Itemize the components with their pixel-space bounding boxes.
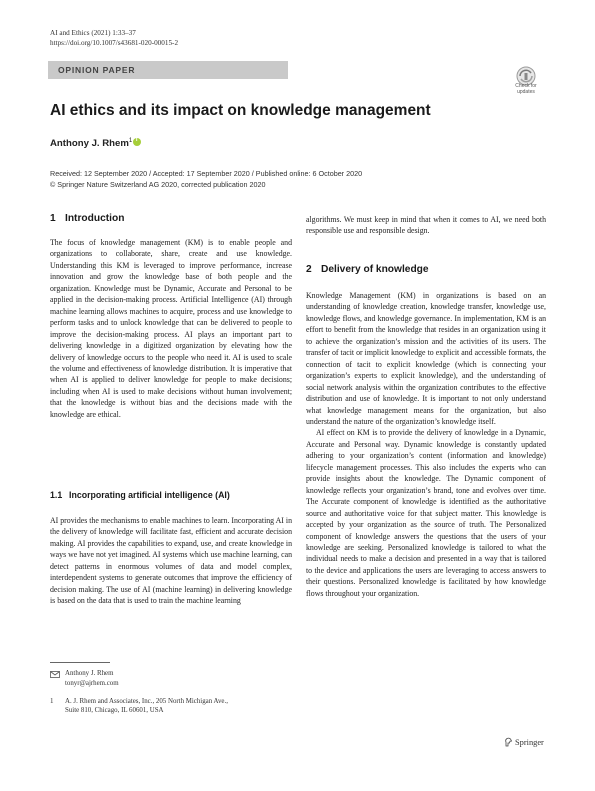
orcid-icon[interactable]: i (133, 138, 141, 146)
check-label-line1: Check for (515, 83, 537, 89)
footnote-rule (50, 662, 110, 663)
journal-reference (50, 28, 178, 48)
left-column (50, 237, 292, 420)
copyright-line: © Springer Nature Switzerland AG 2020, corrected publication 2020 (50, 179, 266, 189)
footnote (50, 669, 290, 716)
subsection-number: 1.1 (50, 490, 63, 500)
springer-horse-icon (504, 737, 513, 747)
contact-row (50, 669, 290, 689)
section-title: Introduction (65, 213, 125, 224)
intro-paragraph: The focus of knowledge management (KM) is to enable people and organizations to collaborate, share, create and use knowledge. Understanding this KM is leveraged to improve performance, increase innovation and grow the knowledge base of both people and the organization. Knowledge must be Dynamic, Accurate and Personal to be applied in the decision-making process. Artificial Intelligence (AI) through machine learning allows machines to acquire, process and use knowledge to perform tasks and to unlock knowledge that can be delivered to people to improve the decision-making process. AI plays an important part to delivering knowledge in a digitized organization by elevating how the delivery of knowledge occurs to the people who need it. AI is used to scale the volume and effectiveness of knowledge distribution. It is imperative that when AI is applied to deliver knowledge for people to make decisions; including when AI is used to make decisions without human involvement; that the knowledge is without bias and the decisions made with the knowledge are ethical. (50, 238, 292, 419)
publisher-logo (504, 737, 544, 747)
affiliation-line: A. J. Rhem and Associates, Inc., 205 North Michigan Ave., (65, 697, 228, 705)
left-column-lower (50, 515, 292, 607)
section-number: 1 (50, 213, 56, 224)
doi-link[interactable]: https://doi.org/10.1007/s43681-020-00015-2 (50, 39, 179, 47)
subsection-heading (50, 490, 230, 500)
subsection-title: Incorporating artificial intelligence (AI) (69, 490, 230, 500)
journal-citation: AI and Ethics (2021) 1:33–37 (50, 29, 136, 37)
dates-line: Received: 12 September 2020 / Accepted: 17 September 2020 / Published online: 6 October 2020 (50, 169, 363, 178)
publisher-name: Springer (515, 738, 544, 747)
author-line (50, 138, 141, 149)
publication-dates (50, 169, 362, 190)
envelope-icon (50, 671, 60, 678)
section-title: Delivery of knowledge (321, 264, 429, 275)
contact-email[interactable]: tonyr@ajrhem.com (65, 679, 119, 687)
right-column-lower (306, 290, 546, 599)
delivery-paragraph-1: Knowledge Management (KM) in organizations is based on an understanding of knowledge creation, knowledge transfer, knowledge use, knowledge flows, and knowledge governance. In implementation, KM is an effort to benefit from the knowledge that resides in an organization using it to achieve the organization’s mission and the activities of its users. The transfer of tacit or implicit knowledge to explicit and accessible formats, the connection of tacit to explicit knowledge (which is connecting your organization’s experts to explicit knowledge), and the understanding of social network analysis within the organization contributes to the effective distribution and use of knowledge. It is important to not only understand what knowledge management means for the organization, but also understand the nature of the organization’s knowledge itself. (306, 291, 546, 426)
section-heading-delivery (306, 264, 429, 275)
author-name[interactable]: Anthony J. Rhem (50, 138, 129, 149)
affiliation-mark: 1 (128, 138, 133, 144)
delivery-paragraph-2: AI effect on KM is to provide the delivery of knowledge in a Dynamic, Accurate and Personal way. Dynamic knowledge is constantly updated adhering to your organization’s content (information and knowledge) lifecycle management processes. This also includes the experts who can provide insights about the knowledge. The Dynamic component of knowledge reflects your organization’s brand, tone and evolves over time. The Accurate component of knowledge is identified as the authoritative source and authoritative voice for that subject matter. This knowledge is accepted by your organization as the source of truth. The Personalized component of knowledge answers the questions that the users of your knowledge are seeking. Personalized knowledge is tailored to what the individual needs to make a decision and presented in a way that is tailored to the device and applications the users are leveraging to access answers to their questions. Personalized knowledge is facilitated by how knowledge flows throughout your organization. (306, 428, 546, 598)
section-number: 2 (306, 264, 312, 275)
affiliation-line: Suite 810, Chicago, IL 60601, USA (65, 707, 164, 715)
check-for-updates-label (500, 84, 552, 95)
affiliation-row (50, 697, 290, 717)
contact-name: Anthony J. Rhem (65, 670, 114, 677)
section-heading-introduction (50, 213, 124, 224)
affiliation-number: 1 (50, 696, 54, 705)
subsection-paragraph: AI provides the mechanisms to enable machines to learn. Incorporating AI in the delivery of knowledge will facilitate fast, efficient and accurate decision making. AI provides the capabilities to expand, use, and create knowledge in ways we have not yet imagined. AI systems which use machine learning, can detect patterns in enormous volumes of data and model complex, interdependent systems to generate outcomes that improve the efficiency of decision making. The use of AI (machine learning) in delivering knowledge is based on the data that is used to train the machine learning (50, 516, 292, 606)
article-title: AI ethics and its impact on knowledge management (50, 102, 431, 119)
right-column (306, 214, 546, 237)
continued-paragraph: algorithms. We must keep in mind that when it comes to AI, we need both responsible use and responsible design. (306, 215, 546, 236)
check-label-line2: updates (517, 88, 535, 95)
article-type-banner: OPINION PAPER (48, 61, 288, 79)
